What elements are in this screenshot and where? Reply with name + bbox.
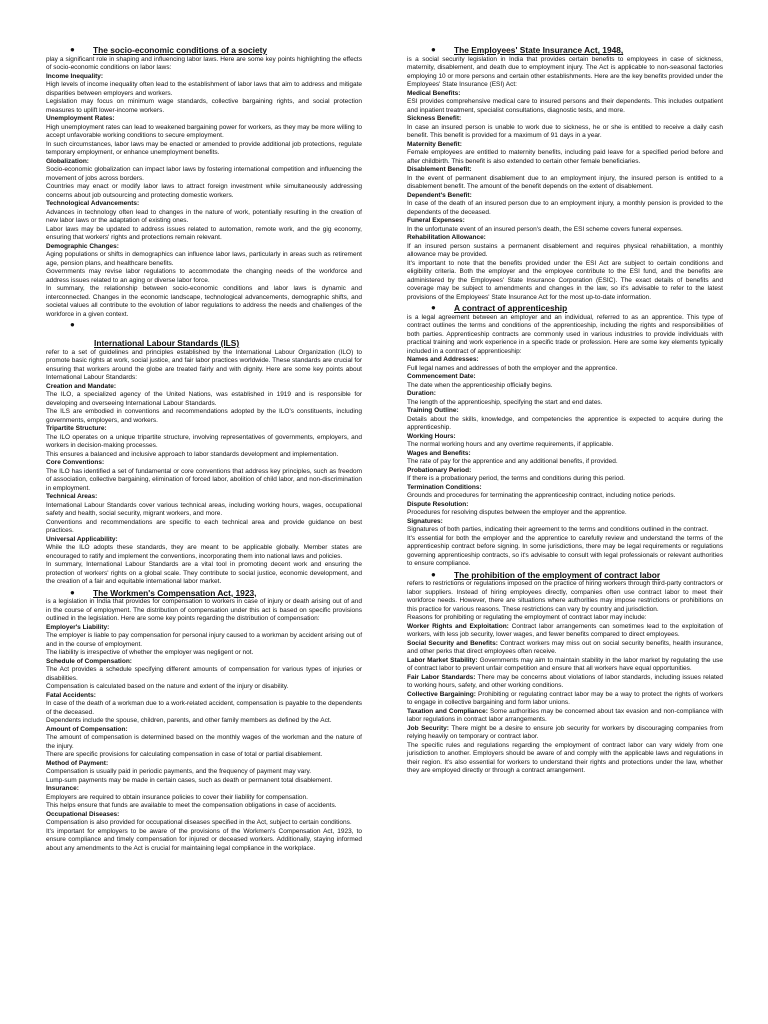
body-paragraph: The ILS are embodied in conventions and recommendations adopted by the ILO's constituents, including governments, employers, and workers. xyxy=(46,408,362,424)
paragraph-label: Taxation and Compliance: xyxy=(407,707,488,715)
bullet-icon: ● xyxy=(431,569,436,579)
section-heading-the-socio-economic-conditions-of-a-socie xyxy=(46,45,362,56)
body-paragraph: In summary, the relationship between socio-economic conditions and labor laws is dynamic and interconnected. Changes in the economic landscape, technological advancements, demographic shifts, and societal values all contribute to the evolution of labor regulations to address the needs and challenges of the workforce in a given context. xyxy=(46,285,362,318)
body-paragraph: The amount of compensation is determined based on the monthly wages of the workman and the nature of the injury. xyxy=(46,734,362,750)
body-paragraph: Socio-economic globalization can impact labor laws by fostering international competition and influencing the movement of jobs across borders. xyxy=(46,166,362,182)
labeled-paragraph xyxy=(407,708,723,725)
body-paragraph: is a legislation in India that provides for compensation to workers in case of injury or death arising out of and in the course of employment. The distribution of compensation under this act is based on specific provisions outlined in the legislation. Here are some key points regarding the distribution of compensation: xyxy=(46,598,362,622)
body-paragraph: In case an insured person is unable to work due to sickness, he or she is entitled to receive a daily cash benefit. This benefit is provided for a maximum of 91 days in a year. xyxy=(407,123,723,139)
body-paragraph: In case of the death of a workman due to a work-related accident, compensation is payable to the dependents of the deceased. xyxy=(46,700,362,716)
subheading-core-conventions: Core Conventions: xyxy=(46,459,105,466)
subheading-maternity-benefit: Maternity Benefit: xyxy=(407,140,462,148)
labeled-paragraph xyxy=(407,657,723,674)
body-paragraph: ESI provides comprehensive medical care to insured persons and their dependents. This includes outpatient and inpatient treatment, specialist consultations, diagnostic tests, and more. xyxy=(407,98,723,114)
body-paragraph: If an insured person sustains a permanent disablement and requires physical rehabilitation, a monthly allowance may be provided. xyxy=(407,242,723,258)
body-paragraph: The employer is liable to pay compensation for personal injury caused to a workman by accident arising out of and in the course of employment. xyxy=(46,632,362,648)
section-heading-a-contract-of-apprenticeship xyxy=(407,303,723,314)
body-paragraph: refers to restrictions or regulations imposed on the practice of hiring workers through third-party contractors or labor suppliers. Instead of hiring employees directly, companies often use contract labor to meet their workforce needs. However, there are situations where authorities may impose restrictions or prohibitions on this practice for various reasons. These restrictions can vary by country and jurisdiction. xyxy=(407,580,723,613)
paragraph-text: Contract labor arrangements can sometimes lead to the exploitation of workers, with less job security, lower wages, and fewer benefits compared to direct employees. xyxy=(407,622,723,638)
empty-bullet-item xyxy=(46,320,362,330)
body-paragraph: This helps ensure that funds are available to meet the compensation obligations in case of accidents. xyxy=(46,802,337,809)
subheading-insurance: Insurance: xyxy=(46,785,79,792)
subheading-technical-areas: Technical Areas: xyxy=(46,493,98,500)
subheading-working-hours: Working Hours: xyxy=(407,432,456,440)
subheading-occupational-diseases: Occupational Diseases: xyxy=(46,810,120,818)
section-heading-the-employees-state-insurance-act-1948 xyxy=(407,45,723,56)
subheading-employer-s-liability: Employer's Liability: xyxy=(46,623,110,631)
subheading-dependent-s-benefit: Dependent's Benefit: xyxy=(407,191,472,199)
body-paragraph: Full legal names and addresses of both the employer and the apprentice. xyxy=(407,364,618,372)
body-paragraph: The specific rules and regulations regarding the employment of contract labor can vary widely from one jurisdiction to another. Employers should be aware of and comply with the applicable laws and regulations in their region. It's also essential for workers to understand their rights and protections under the law, whether they are employed directly or through a contract arrangement. xyxy=(407,741,723,774)
left-column xyxy=(46,44,362,853)
body-paragraph: The rate of pay for the apprentice and any additional benefits, if provided. xyxy=(407,458,618,465)
body-paragraph: Lump-sum payments may be made in certain cases, such as death or permanent total disablement. xyxy=(46,776,333,784)
body-paragraph: High unemployment rates can lead to weakened bargaining power for workers, as they may be more willing to accept unfavorable working conditions to secure employment. xyxy=(46,123,362,139)
paragraph-label: Job Security: xyxy=(407,724,449,732)
body-paragraph: Signatures of both parties, indicating their agreement to the terms and conditions outlined in the contract. xyxy=(407,526,709,533)
body-paragraph: This ensures a balanced and inclusive approach to labor standards development and implementation. xyxy=(46,450,339,458)
subheading-funeral-expenses: Funeral Expenses: xyxy=(407,217,465,224)
body-paragraph: The Act provides a schedule specifying different amounts of compensation for various types of injuries or disabilities. xyxy=(46,666,362,682)
paragraph-text: Contract workers may miss out on social security benefits, health insurance, and other perks that direct employees often receive. xyxy=(407,639,723,655)
labeled-paragraph xyxy=(407,725,723,742)
section-heading-text: A contract of apprenticeship xyxy=(454,303,568,313)
paragraph-text: Some authorities may be concerned about tax evasion and non-compliance with labor regulations in contract labor arrangements. xyxy=(407,707,723,723)
section-heading-the-prohibition-of-the-employment-of-con xyxy=(407,570,723,581)
body-paragraph: Dependents include the spouse, children, parents, and other family members as defined by the Act. xyxy=(46,717,332,724)
labeled-paragraph xyxy=(407,674,723,691)
subheading-termination-conditions: Termination Conditions: xyxy=(407,483,482,491)
subheading-unemployment-rates: Unemployment Rates: xyxy=(46,115,115,122)
body-paragraph: The length of the apprenticeship, specifying the start and end dates. xyxy=(407,398,603,406)
subheading-probationary-period: Probationary Period: xyxy=(407,466,472,474)
right-column xyxy=(407,44,723,776)
section-heading-text: The Workmen's Compensation Act, 1923, xyxy=(93,587,257,598)
body-paragraph: Conventions and recommendations are specific to each technical area and provide guidance on best practices. xyxy=(46,518,362,534)
subheading-disablement-benefit: Disablement Benefit: xyxy=(407,166,472,173)
subheading-dispute-resolution: Dispute Resolution: xyxy=(407,500,469,508)
body-paragraph: In such circumstances, labor laws may be enacted or amended to provide additional job protections, regulate temporary employment, or enhance unemployment benefits. xyxy=(46,140,362,156)
body-paragraph: The ILO operates on a unique tripartite structure, involving representatives of governments, employers, and workers in decision-making processes. xyxy=(46,433,362,449)
paragraph-text: There might be a desire to ensure job security for workers by discouraging companies from relying heavily on temporary or contract labor. xyxy=(407,724,723,740)
subheading-creation-and-mandate: Creation and Mandate: xyxy=(46,382,117,390)
body-paragraph: is a social security legislation in India that provides certain benefits to employees in case of sickness, maternity, disablement, and death due to employment injury. The Act is applicable to non-seasonal factories employing 10 or more persons and certain other establishments. Here are the key benefits provided under the Employees' State Insurance (ESI) Act: xyxy=(407,55,723,88)
body-paragraph: In summary, International Labour Standards are a vital tool in promoting decent work and ensuring the protection of workers' rights on a global scale. They contribute to social justice, economic development, and the creation of a fair and equitable international labor market. xyxy=(46,561,362,585)
body-paragraph: In the event of permanent disablement due to an employment injury, the insured person is entitled to a disablement benefit. The amount of the benefit depends on the extent of disablement. xyxy=(407,174,723,190)
subheading-rehabilitation-allowance: Rehabilitation Allowance: xyxy=(407,234,486,241)
body-paragraph: Advances in technology often lead to changes in the nature of work, potentially resulting in the creation of new labor laws or the adaptation of existing ones. xyxy=(46,208,362,224)
body-paragraph: While the ILO adopts these standards, they are meant to be applicable globally. Member states are encouraged to ratify and implement the conventions, incorporating them into national laws and policies. xyxy=(46,544,362,560)
body-paragraph: If there is a probationary period, the terms and conditions during this period. xyxy=(407,475,625,482)
subheading-demographic-changes: Demographic Changes: xyxy=(46,242,119,250)
bullet-icon: ● xyxy=(70,45,75,54)
subheading-sickness-benefit: Sickness Benefit: xyxy=(407,115,462,122)
body-paragraph: Compensation is also provided for occupational diseases specified in the Act, subject to certain conditions. xyxy=(46,819,352,826)
subheading-schedule-of-compensation: Schedule of Compensation: xyxy=(46,657,132,665)
bullet-icon: ● xyxy=(431,45,436,54)
subheading-technological-advancements: Technological Advancements: xyxy=(46,200,140,207)
bullet-icon: ● xyxy=(70,320,75,329)
section-heading-text: The socio-economic conditions of a society xyxy=(93,45,268,55)
bullet-icon: ● xyxy=(431,303,436,312)
body-paragraph: Compensation is usually paid in periodic payments, and the frequency of payment may vary. xyxy=(46,768,312,775)
body-paragraph: Details about the skills, knowledge, and competencies the apprentice is expected to acquire during the apprenticeship. xyxy=(407,415,723,431)
body-paragraph: Labor laws may be updated to address issues related to automation, remote work, and the gig economy, ensuring that workers' rights and protections remain relevant. xyxy=(46,225,362,241)
subheading-method-of-payment: Method of Payment: xyxy=(46,759,109,767)
subheading-medical-benefits: Medical Benefits: xyxy=(407,89,461,97)
subheading-amount-of-compensation: Amount of Compensation: xyxy=(46,725,128,733)
body-paragraph: There are specific provisions for calculating compensation in case of total or partial disablement. xyxy=(46,751,323,758)
labeled-paragraph xyxy=(407,640,723,657)
subheading-income-inequality: Income Inequality: xyxy=(46,72,104,80)
body-paragraph: In case of the death of an insured person due to an employment injury, a monthly pension is provided to the dependents of the deceased. xyxy=(407,200,723,216)
body-paragraph: is a legal agreement between an employer and an individual, referred to as an apprentice. This type of contract outlines the terms and conditions of the apprenticeship, including the rights and responsibilities of both parties. Apprenticeship contracts are commonly used in various industries to provide individuals with practical training and work experience in a specific trade or profession. Here are some key elements typically included in a contract of apprenticeship: xyxy=(407,313,723,355)
subheading-fatal-accidents: Fatal Accidents: xyxy=(46,691,96,699)
subheading-globalization: Globalization: xyxy=(46,157,89,165)
body-paragraph: The ILO has identified a set of fundamental or core conventions that address key principles, such as freedom of association, collective bargaining, elimination of forced labor, abolition of child labor, and non-discrimination in employment. xyxy=(46,467,362,492)
body-paragraph: Employers are required to obtain insurance policies to cover their liability for compensation. xyxy=(46,793,308,801)
paragraph-text: There may be concerns about violations of labor standards, including issues related to working hours, safety, and other working conditions. xyxy=(407,673,723,689)
paragraph-text: Prohibiting or regulating contract labor may be a way to protect the rights of workers to engage in collective bargaining and form labor unions. xyxy=(407,690,723,706)
body-paragraph: Compensation is calculated based on the nature and extent of the injury or disability. xyxy=(46,683,289,690)
body-paragraph: It's important for employers to be aware of the provisions of the Workmen's Compensation Act, 1923, to ensure compliance and timely compensation for injured or deceased workers. Additionally, staying informed about any amendments to the Act is crucial for maintaining legal compliance in the workplace. xyxy=(46,827,362,852)
labeled-paragraph xyxy=(407,691,723,708)
paragraph-label: Labor Market Stability: xyxy=(407,656,478,664)
body-paragraph: Governments may revise labor regulations to accommodate the changing needs of the workforce and address issues related to an aging or diverse labor force. xyxy=(46,268,362,284)
section-heading-international-labour-standards-ils xyxy=(46,338,362,349)
body-paragraph: refer to a set of guidelines and principles established by the International Labour Organization (ILO) to promote basic rights at work, social justice, and fair labor practices worldwide. These standards are crucial for ensuring that workers around the globe are treated fairly and with dignity. Here are some key points about International Labour Standards: xyxy=(46,348,362,381)
paragraph-label: Collective Bargaining: xyxy=(407,690,476,698)
body-paragraph: In the unfortunate event of an insured person's death, the ESI scheme covers funeral expenses. xyxy=(407,225,683,233)
section-heading-text: The Employees' State Insurance Act, 1948, xyxy=(454,45,624,55)
paragraph-label: Fair Labor Standards: xyxy=(407,673,476,681)
body-paragraph: It's essential for both the employer and the apprentice to carefully review and understand the terms of the apprenticeship contract before signing. In some jurisdictions, there may be legal requirements or regulations governing apprenticeship contracts, so it's advisable to consult with legal professionals or relevant authorities to ensure compliance. xyxy=(407,534,723,567)
body-paragraph: It's important to note that the benefits provided under the ESI Act are subject to certain conditions and eligibility criteria. Both the employer and the employee contribute to the ESI fund, and the benefits are administered by the Employees' State Insurance Corporation (ESIC). The exact details of benefits and coverage may be subject to amendments and changes in the law, so it's advisable to refer to the latest provisions of the Employees' State Insurance Act for the most up-to-date information. xyxy=(407,259,723,301)
section-heading-text: The prohibition of the employment of contract labor xyxy=(454,569,661,580)
body-paragraph: The date when the apprenticeship officially begins. xyxy=(407,381,553,389)
section-heading-the-workmen-s-compensation-act-1923 xyxy=(46,588,362,599)
subheading-tripartite-structure: Tripartite Structure: xyxy=(46,425,107,432)
subheading-commencement-date: Commencement Date: xyxy=(407,373,476,380)
body-paragraph: play a significant role in shaping and influencing labor laws. Here are some key points highlighting the effects of socio-economic conditions on labor laws: xyxy=(46,55,362,71)
body-paragraph: Reasons for prohibiting or regulating the employment of contract labor may include: xyxy=(407,614,647,621)
section-heading-text: International Labour Standards (ILS) xyxy=(94,338,240,348)
labeled-paragraph xyxy=(407,623,723,640)
body-paragraph: Procedures for resolving disputes between the employer and the apprentice. xyxy=(407,509,627,516)
body-paragraph: The liability is irrespective of whether the employer was negligent or not. xyxy=(46,649,254,656)
subheading-wages-and-benefits: Wages and Benefits: xyxy=(407,449,471,457)
body-paragraph: The normal working hours and any overtime requirements, if applicable. xyxy=(407,441,614,448)
subheading-signatures: Signatures: xyxy=(407,517,443,525)
body-paragraph: Countries may enact or modify labor laws to attract foreign investment while simultaneously addressing concerns about job outsourcing and protecting domestic workers. xyxy=(46,183,362,199)
body-paragraph: The ILO, a specialized agency of the United Nations, was established in 1919 and is responsible for developing and overseeing International Labour Standards. xyxy=(46,391,362,407)
paragraph-text: Governments may aim to maintain stability in the labor market by regulating the use of contract labor to prevent unfair competition and ensure that all workers have equal opportunities. xyxy=(407,656,723,672)
body-paragraph: International Labour Standards cover various technical areas, including working hours, wages, occupational safety and health, social security, migrant workers, and more. xyxy=(46,501,362,517)
body-paragraph: Grounds and procedures for terminating the apprenticeship contract, including notice periods. xyxy=(407,492,676,499)
subheading-training-outline: Training Outline: xyxy=(407,407,459,414)
paragraph-label: Worker Rights and Exploitation: xyxy=(407,622,509,630)
body-paragraph: High levels of income inequality often lead to the establishment of labor laws that aim to address and mitigate disparities between employers and workers. xyxy=(46,81,362,97)
subheading-duration: Duration: xyxy=(407,390,436,397)
body-paragraph: Legislation may focus on minimum wage standards, collective bargaining rights, and social protection measures to uplift lower-income workers. xyxy=(46,98,362,114)
subheading-universal-applicability: Universal Applicability: xyxy=(46,535,118,543)
bullet-icon: ● xyxy=(70,587,75,597)
subheading-names-and-addresses: Names and Addresses: xyxy=(407,356,479,363)
paragraph-label: Social Security and Benefits: xyxy=(407,639,498,647)
body-paragraph: Aging populations or shifts in demographics can influence labor laws, particularly in areas such as retirement age, pension plans, and healthcare benefits. xyxy=(46,251,362,267)
body-paragraph: Female employees are entitled to maternity benefits, including paid leave for a specified period before and after childbirth. This benefit is also extended to certain other female beneficiaries. xyxy=(407,149,723,165)
